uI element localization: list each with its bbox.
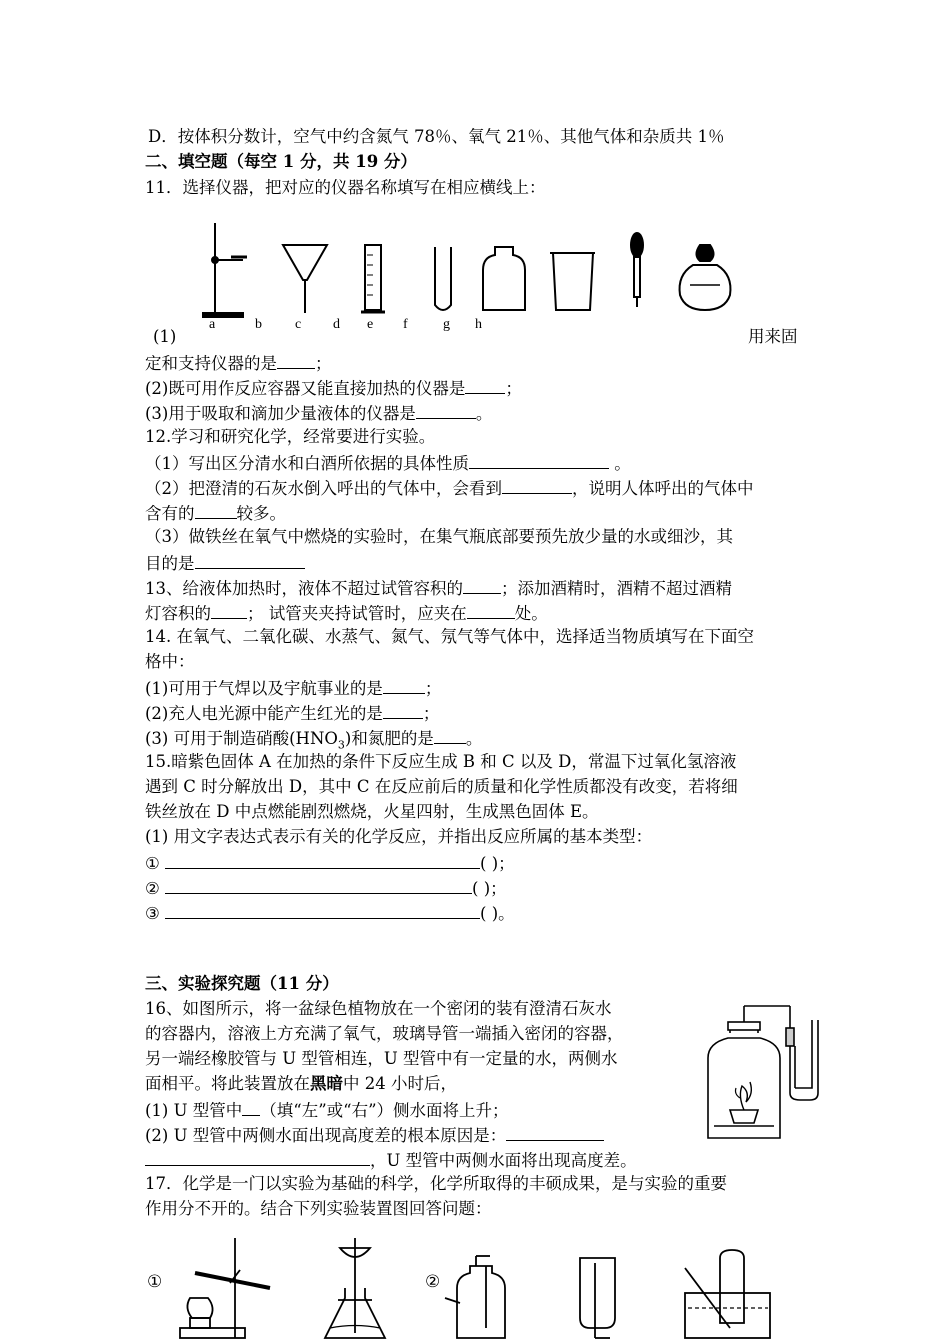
- funnel-icon: [283, 245, 327, 313]
- equation-1: ① ( )；: [145, 850, 515, 876]
- answer-blank[interactable]: [195, 550, 305, 569]
- q12-stem: 12.学习和研究化学，经常要进行实验。: [145, 427, 436, 446]
- q11-stem: 11．选择仪器，把对应的仪器名称填写在相应横线上：: [145, 178, 546, 197]
- instrument-label-f: f: [403, 317, 408, 332]
- answer-blank[interactable]: [383, 675, 425, 694]
- q17a: 17．化学是一门以实验为基础的科学，化学所取得的丰硕成果，是与实验的重要: [145, 1174, 727, 1193]
- answer-blank[interactable]: [506, 1122, 604, 1141]
- q11-1-prefix: (1): [153, 327, 177, 346]
- answer-blank[interactable]: [463, 575, 501, 594]
- q16b: 的容器内，溶液上方充满了氧气，玻璃导管一端插入密闭的容器，: [145, 1024, 624, 1043]
- answer-blank[interactable]: [467, 600, 515, 619]
- gas-bottle-icon: [445, 1256, 505, 1338]
- conical-flask-icon: [325, 1238, 385, 1338]
- instrument-label-b: b: [255, 317, 262, 332]
- test-tube-icon: [435, 247, 451, 310]
- wide-mouth-bottle-icon: [483, 247, 525, 310]
- q15b: 遇到 C 时分解放出 D，其中 C 在反应前后的质量和化学性质都没有改变，若将细: [145, 777, 738, 796]
- q17b: 作用分不开的。结合下列实验装置图回答问题：: [145, 1199, 492, 1218]
- q16d: 面相平。将此装置放在黑暗中 24 小时后，: [145, 1074, 457, 1093]
- instrument-label-h: h: [475, 317, 482, 332]
- answer-blank[interactable]: [242, 1097, 260, 1116]
- q16-2: (2) U 型管中两侧水面出现高度差的根本原因是：: [145, 1122, 604, 1148]
- q16a: 16、如图所示，将一盆绿色植物放在一个密闭的装有澄清石灰水: [145, 999, 612, 1018]
- q11-1: 定和支持仪器的是 ；: [145, 350, 332, 376]
- answer-blank[interactable]: [502, 475, 572, 494]
- q16-1: (1) U 型管中 （填“左”或“右”）侧水面将上升；: [145, 1097, 509, 1123]
- section-2-heading: 二、填空题（每空 1 分，共 19 分）: [145, 152, 417, 171]
- option-d: D．按体积分数计，空气中约含氮气 78％、氧气 21％、其他气体和杂质共 1％: [148, 127, 725, 146]
- q12-3a: （3）做铁丝在氧气中燃烧的实验时，在集气瓶底部要预先放少量的水或细沙，其: [145, 527, 733, 546]
- equation-3: ③ ( )。: [145, 900, 515, 926]
- answer-blank[interactable]: [165, 900, 480, 919]
- q11-1-right: 用来固: [748, 327, 798, 346]
- q11-2: (2)既可用作反应容器又能直接加热的仪器是 ；: [145, 375, 522, 401]
- water-trough-icon: [685, 1250, 770, 1338]
- answer-blank[interactable]: [469, 450, 609, 469]
- answer-blank[interactable]: [416, 400, 476, 419]
- dropper-icon: [631, 233, 643, 307]
- apparatus-label-1: ①: [147, 1272, 163, 1291]
- collecting-bottle-icon: [580, 1258, 615, 1338]
- answer-blank[interactable]: [165, 850, 480, 869]
- q14a: 14. 在氧气、二氧化碳、水蒸气、氮气、氖气等气体中，选择适当物质填写在下面空: [145, 627, 754, 646]
- q14-1: (1)可用于气焊以及宇航事业的是 ；: [145, 675, 441, 701]
- graduated-cylinder-icon: [361, 245, 385, 312]
- instrument-label-e: e: [367, 317, 374, 332]
- answer-blank[interactable]: [165, 875, 472, 894]
- q15c: 铁丝放在 D 中点燃能剧烈燃烧，火星四射，生成黑色固体 E。: [145, 802, 599, 821]
- q12-2b: 含有的 较多。: [145, 500, 286, 526]
- q13b: 灯容积的 ； 试管夹夹持试管时，应夹在 处。: [145, 600, 548, 626]
- q15a: 15.暗紫色固体 A 在加热的条件下反应生成 B 和 C 以及 D，常温下过氧化氢溶液: [145, 752, 737, 771]
- beaker-icon: [550, 253, 595, 310]
- equation-2: ② ( )；: [145, 875, 507, 901]
- answer-blank[interactable]: [277, 350, 315, 369]
- q12-3b: 目的是: [145, 550, 305, 576]
- instrument-label-g: g: [443, 317, 450, 332]
- q14b: 格中：: [145, 652, 195, 671]
- q14-2: (2)充人电光源中能产生红光的是 ；: [145, 700, 439, 726]
- answer-blank[interactable]: [145, 1147, 370, 1166]
- alcohol-lamp-icon: [680, 245, 731, 310]
- answer-blank[interactable]: [465, 375, 505, 394]
- iron-stand-icon: [203, 223, 247, 317]
- q16c: 另一端经橡胶管与 U 型管相连，U 型管中有一定量的水，两侧水: [145, 1049, 618, 1068]
- answer-blank[interactable]: [383, 700, 423, 719]
- q16-2-cont: ，U 型管中两侧水面将出现高度差。: [145, 1147, 637, 1173]
- instrument-label-c: c: [295, 317, 302, 332]
- lab-apparatus-figure: [140, 1228, 790, 1344]
- answer-blank[interactable]: [195, 500, 237, 519]
- answer-blank[interactable]: [211, 600, 247, 619]
- q14-3: (3) 可用于制造硝酸$(HNO_3)$和氮肥的是 。: [145, 725, 482, 757]
- instrument-label-d: d: [333, 317, 340, 332]
- sealed-container-u-tube-figure: [700, 998, 825, 1146]
- heating-apparatus-icon: [180, 1238, 270, 1338]
- q11-3: (3)用于吸取和滴加少量液体的仪器是 。: [145, 400, 492, 426]
- answer-blank[interactable]: [434, 725, 466, 744]
- apparatus-label-2: ②: [425, 1272, 441, 1291]
- q12-2a: （2）把澄清的石灰水倒入呼出的气体中，会看到 ，说明人体呼出的气体中: [145, 475, 754, 501]
- q12-1: （1）写出区分清水和白酒所依据的具体性质 。: [145, 450, 631, 476]
- section-3-heading: 三、实验探究题（11 分）: [145, 974, 339, 993]
- instrument-label-a: a: [209, 317, 216, 332]
- q13a: 13、给液体加热时，液体不超过试管容积的 ；添加酒精时，酒精不超过酒精: [145, 575, 732, 601]
- q15-1: (1) 用文字表达式表示有关的化学反应，并指出反应所属的基本类型：: [145, 827, 653, 846]
